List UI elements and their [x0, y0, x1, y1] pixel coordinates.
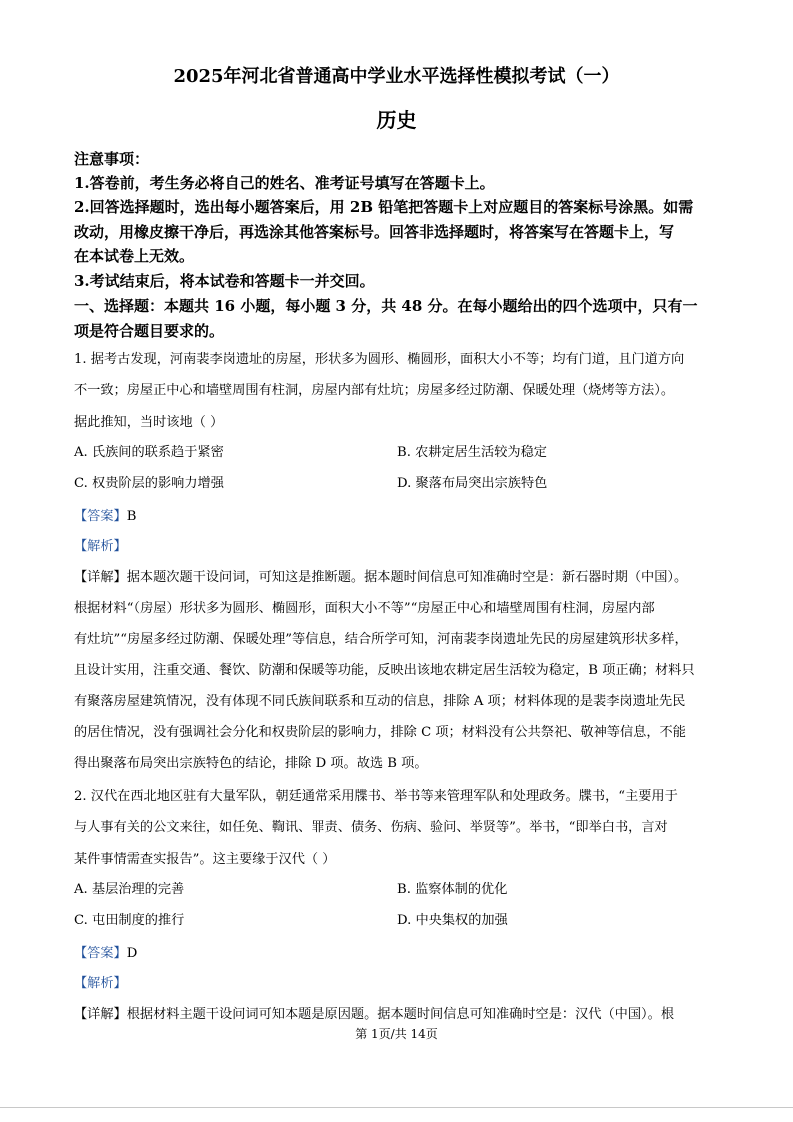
- q2-answer: [74, 942, 137, 961]
- q1-stem-line2: 不一致；房屋正中心和墙壁周围有柱洞，房屋内部有灶坑；房屋多经过防潮、保暖处理（烧烤等方法）。: [74, 383, 675, 398]
- q1-answer-label: 【答案】: [74, 509, 127, 524]
- q2-option-b: B. 监察体制的优化: [397, 882, 508, 897]
- q1-detail-line1: 【详解】据本题次题干设问词，可知这是推断题。据本题时间信息可知准确时空是：新石器时期（中国）。: [74, 570, 688, 585]
- q2-detail-line1: 【详解】根据材料主题干设问词可知本题是原因题。据本题时间信息可知准确时空是：汉代（中国）。根: [74, 1007, 675, 1022]
- note-2-line2: 改动，用橡皮擦干净后，再选涂其他答案标号。回答非选择题时，将答案写在答题卡上，写: [74, 223, 675, 241]
- q2-option-a: A. 基层治理的完善: [74, 882, 185, 897]
- q1-detail-line3: 有灶坑”“房屋多经过防潮、保暖处理”等信息，结合所学可知，河南裴李岗遗址先民的房屋建筑形状多样，: [74, 632, 688, 647]
- bottom-divider: [0, 1107, 793, 1108]
- q1-detail-line2: 根据材料“（房屋）形状多为圆形、椭圆形，面积大小不等”“房屋正中心和墙壁周围有柱洞，房屋内部: [74, 601, 655, 616]
- q1-stem-line3: 据此推知，当时该地（ ）: [74, 415, 224, 430]
- notes-heading: 注意事项：: [74, 150, 150, 168]
- subject-title: 历史: [376, 108, 417, 132]
- page-number: 第 1页/共 14页: [355, 1027, 438, 1041]
- q2-stem-line2: 与人事有关的公文来往，如任免、鞫讯、罪责、债务、伤病、验问、举贤等”。举书，“即举白书，言对: [74, 820, 668, 835]
- exam-title: 2025年河北省普通高中学业水平选择性模拟考试（一）: [173, 66, 620, 87]
- q1-detail-line5: 有聚落房屋建筑情况，没有体现不同氏族间联系和互动的信息，排除 A 项；材料体现的是裴李岗遗址先民: [74, 694, 686, 709]
- q1-option-a: A. 氏族间的联系趋于紧密: [74, 445, 224, 460]
- q2-answer-label: 【答案】: [74, 946, 127, 961]
- q1-stem-line1: 1. 据考古发现，河南裴李岗遗址的房屋，形状多为圆形、椭圆形，面积大小不等；均有门道，且门道方向: [74, 352, 685, 367]
- q1-detail-line4: 且设计实用，注重交通、餐饮、防潮和保暖等功能，反映出该地农耕定居生活较为稳定，B 项正确；材料只: [74, 663, 695, 678]
- q2-stem-line1: 2. 汉代在西北地区驻有大量军队，朝廷通常采用牒书、举书等来管理军队和处理政务。牒书，“主要用于: [74, 789, 678, 804]
- note-1: 1.答卷前，考生务必将自己的姓名、准考证号填写在答题卡上。: [74, 174, 495, 192]
- q1-option-c: C. 权贵阶层的影响力增强: [74, 476, 224, 491]
- q2-stem-line3: 某件事情需查实报告”。这主要缘于汉代（ ）: [74, 852, 336, 867]
- q1-detail-line6: 的居住情况，没有强调社会分化和权贵阶层的影响力，排除 C 项；材料没有公共祭祀、敬神等信息，不能: [74, 725, 686, 740]
- q1-option-d: D. 聚落布局突出宗族特色: [397, 476, 548, 491]
- q2-analysis-label: 【解析】: [74, 976, 127, 991]
- q1-answer: [74, 505, 136, 524]
- q1-option-b: B. 农耕定居生活较为稳定: [397, 445, 547, 460]
- note-3: 3.考试结束后，将本试卷和答题卡一并交回。: [74, 272, 375, 290]
- note-2-line1: 2.回答选择题时，选出每小题答案后，用 2B 铅笔把答题卡上对应题目的答案标号涂黑。如需: [74, 198, 694, 216]
- note-2-line3: 在本试卷上无效。: [74, 247, 195, 265]
- q1-analysis-label: 【解析】: [74, 539, 127, 554]
- section-heading-line2: 项是符合题目要求的。: [74, 322, 225, 340]
- q2-option-d: D. 中央集权的加强: [397, 913, 508, 928]
- section-heading-line1: 一、选择题：本题共 16 小题，每小题 3 分，共 48 分。在每小题给出的四个选项中，只有一: [74, 297, 698, 315]
- q2-option-c: C. 屯田制度的推行: [74, 913, 185, 928]
- q1-detail-line7: 得出聚落布局突出宗族特色的结论，排除 D 项。故选 B 项。: [74, 756, 428, 771]
- q1-answer-value: B: [126, 509, 137, 524]
- q2-answer-value: D: [126, 946, 138, 961]
